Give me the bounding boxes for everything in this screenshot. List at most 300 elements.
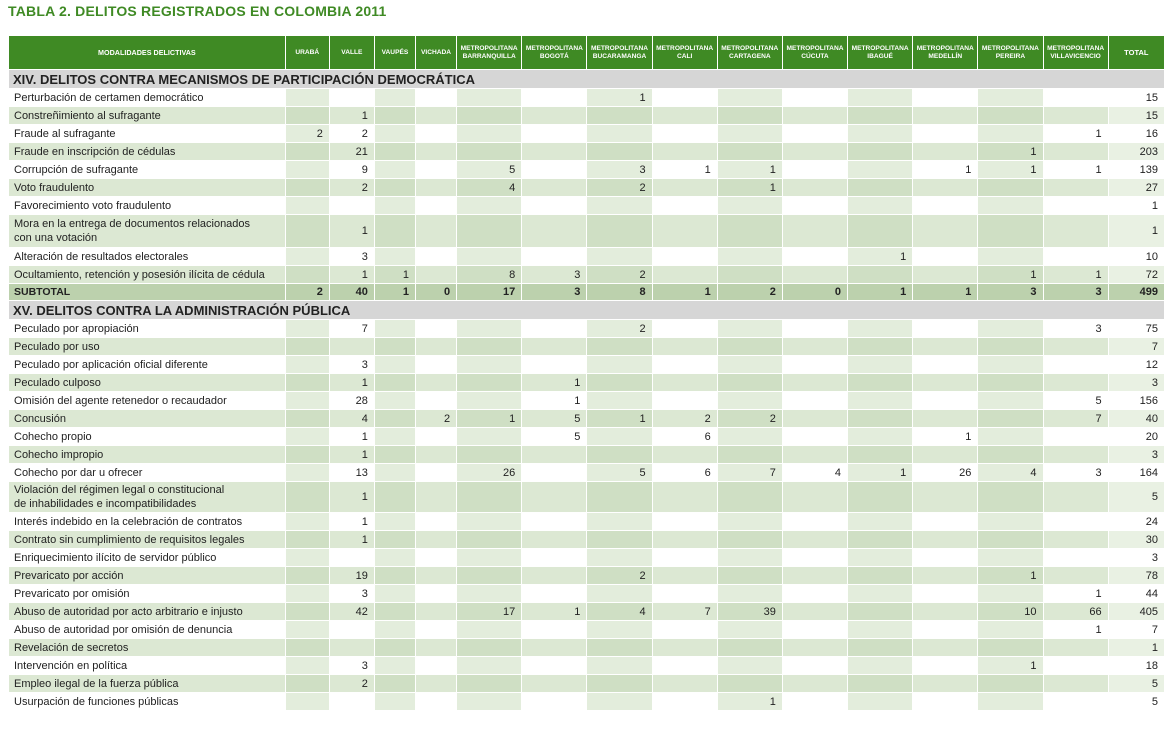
value-cell	[782, 125, 847, 143]
row-label	[9, 107, 286, 125]
total-cell: 15	[1108, 89, 1164, 107]
section-title: XIV. DELITOS CONTRA MECANISMOS DE PARTICIPACIÓN DEMOCRÁTICA	[9, 70, 1165, 89]
value-cell: 40	[329, 284, 374, 301]
value-cell: 1	[913, 161, 978, 179]
value-cell	[416, 392, 457, 410]
value-cell	[782, 428, 847, 446]
value-cell: 1	[717, 179, 782, 197]
value-cell: 0	[782, 284, 847, 301]
row-label-text: Ocultamiento, retención y posesión ilícita de cédula	[14, 268, 265, 281]
table-row	[9, 89, 1165, 107]
value-cell: 1	[978, 266, 1043, 284]
value-cell	[978, 320, 1043, 338]
value-cell	[329, 338, 374, 356]
value-cell	[457, 567, 522, 585]
header-row	[9, 36, 1165, 70]
row-label-text: Constreñimiento al sufragante	[14, 109, 161, 122]
value-cell: 3	[1043, 464, 1108, 482]
value-cell	[285, 410, 329, 428]
value-cell	[1043, 143, 1108, 161]
column-header-modalidades: MODALIDADES DELICTIVAS	[9, 36, 286, 70]
value-cell	[587, 338, 652, 356]
total-cell: 499	[1108, 284, 1164, 301]
total-cell: 30	[1108, 531, 1164, 549]
value-cell	[374, 107, 415, 125]
value-cell	[913, 320, 978, 338]
value-cell	[848, 89, 913, 107]
value-cell	[416, 446, 457, 464]
value-cell: 5	[587, 464, 652, 482]
value-cell: 4	[782, 464, 847, 482]
value-cell	[782, 392, 847, 410]
table-row	[9, 482, 1165, 513]
value-cell	[652, 266, 717, 284]
value-cell	[782, 482, 847, 513]
row-label	[9, 675, 286, 693]
value-cell	[522, 89, 587, 107]
total-cell: 5	[1108, 693, 1164, 711]
value-cell	[374, 428, 415, 446]
value-cell	[457, 531, 522, 549]
value-cell	[329, 549, 374, 567]
value-cell	[848, 392, 913, 410]
value-cell	[374, 179, 415, 197]
value-cell	[285, 161, 329, 179]
value-cell	[1043, 639, 1108, 657]
value-cell: 2	[416, 410, 457, 428]
column-header: METROPOLITANA IBAGUÉ	[848, 36, 913, 70]
value-cell	[717, 338, 782, 356]
value-cell: 2	[652, 410, 717, 428]
value-cell	[285, 320, 329, 338]
value-cell	[374, 585, 415, 603]
value-cell: 3	[329, 585, 374, 603]
value-cell	[285, 549, 329, 567]
value-cell	[717, 621, 782, 639]
total-cell: 40	[1108, 410, 1164, 428]
row-label-text: Favorecimiento voto fraudulento	[14, 199, 172, 212]
table-row	[9, 215, 1165, 248]
total-cell: 203	[1108, 143, 1164, 161]
row-label	[9, 603, 286, 621]
value-cell	[457, 89, 522, 107]
value-cell	[1043, 107, 1108, 125]
column-header: METROPOLITANA BARRANQUILLA	[457, 36, 522, 70]
value-cell: 6	[652, 464, 717, 482]
value-cell	[587, 107, 652, 125]
value-cell	[848, 107, 913, 125]
value-cell: 5	[522, 428, 587, 446]
value-cell	[782, 179, 847, 197]
value-cell	[782, 603, 847, 621]
value-cell	[1043, 693, 1108, 711]
value-cell: 1	[329, 513, 374, 531]
value-cell	[978, 621, 1043, 639]
value-cell	[374, 531, 415, 549]
value-cell	[652, 338, 717, 356]
value-cell	[285, 567, 329, 585]
value-cell	[848, 410, 913, 428]
value-cell	[374, 657, 415, 675]
value-cell	[522, 482, 587, 513]
total-cell: 27	[1108, 179, 1164, 197]
value-cell	[457, 585, 522, 603]
value-cell	[416, 248, 457, 266]
value-cell	[978, 89, 1043, 107]
value-cell	[522, 657, 587, 675]
value-cell	[457, 675, 522, 693]
value-cell	[978, 482, 1043, 513]
value-cell	[457, 446, 522, 464]
row-label-text: Revelación de secretos	[14, 641, 129, 654]
value-cell	[416, 320, 457, 338]
value-cell: 0	[416, 284, 457, 301]
section-title: XV. DELITOS CONTRA LA ADMINISTRACIÓN PÚBLICA	[9, 301, 1165, 320]
value-cell	[652, 143, 717, 161]
value-cell	[913, 693, 978, 711]
row-label-text-2: de inhabilidades e incompatibilidades	[14, 498, 197, 510]
value-cell: 1	[848, 248, 913, 266]
value-cell	[416, 621, 457, 639]
value-cell	[913, 410, 978, 428]
value-cell	[285, 107, 329, 125]
value-cell	[587, 621, 652, 639]
row-label-text: Cohecho propio	[14, 430, 92, 443]
total-cell: 7	[1108, 338, 1164, 356]
value-cell	[285, 428, 329, 446]
value-cell	[978, 675, 1043, 693]
value-cell	[717, 89, 782, 107]
table-row	[9, 464, 1165, 482]
table-row	[9, 621, 1165, 639]
row-label	[9, 143, 286, 161]
value-cell: 2	[587, 320, 652, 338]
value-cell	[285, 356, 329, 374]
value-cell: 1	[587, 89, 652, 107]
value-cell	[913, 356, 978, 374]
row-label-text: SUBTOTAL	[14, 286, 71, 298]
value-cell	[416, 464, 457, 482]
value-cell	[374, 338, 415, 356]
value-cell	[782, 248, 847, 266]
row-label-text: Usurpación de funciones públicas	[14, 695, 179, 708]
row-label	[9, 197, 286, 215]
value-cell	[416, 428, 457, 446]
value-cell	[374, 374, 415, 392]
value-cell	[374, 603, 415, 621]
value-cell	[416, 374, 457, 392]
value-cell	[652, 639, 717, 657]
row-label	[9, 392, 286, 410]
value-cell	[457, 143, 522, 161]
value-cell	[978, 693, 1043, 711]
value-cell: 17	[457, 603, 522, 621]
total-cell: 3	[1108, 374, 1164, 392]
value-cell: 7	[652, 603, 717, 621]
value-cell	[374, 89, 415, 107]
value-cell	[285, 392, 329, 410]
value-cell	[978, 410, 1043, 428]
total-cell: 15	[1108, 107, 1164, 125]
value-cell: 2	[285, 125, 329, 143]
table-row	[9, 428, 1165, 446]
value-cell: 2	[717, 284, 782, 301]
table-row	[9, 392, 1165, 410]
value-cell	[1043, 567, 1108, 585]
value-cell: 1	[978, 657, 1043, 675]
table-row	[9, 197, 1165, 215]
value-cell	[848, 603, 913, 621]
value-cell	[285, 179, 329, 197]
value-cell	[329, 89, 374, 107]
value-cell	[285, 639, 329, 657]
value-cell	[782, 266, 847, 284]
value-cell	[652, 585, 717, 603]
value-cell: 17	[457, 284, 522, 301]
value-cell: 3	[587, 161, 652, 179]
table-row	[9, 693, 1165, 711]
row-label	[9, 338, 286, 356]
value-cell	[717, 266, 782, 284]
value-cell	[416, 567, 457, 585]
row-label	[9, 179, 286, 197]
value-cell: 1	[978, 567, 1043, 585]
value-cell: 2	[329, 125, 374, 143]
value-cell: 3	[329, 248, 374, 266]
total-cell: 5	[1108, 675, 1164, 693]
value-cell	[717, 320, 782, 338]
table-row	[9, 639, 1165, 657]
value-cell: 4	[329, 410, 374, 428]
value-cell: 42	[329, 603, 374, 621]
value-cell	[416, 603, 457, 621]
value-cell	[416, 513, 457, 531]
value-cell	[848, 585, 913, 603]
value-cell: 1	[1043, 161, 1108, 179]
value-cell: 1	[652, 161, 717, 179]
value-cell	[652, 125, 717, 143]
value-cell	[285, 531, 329, 549]
value-cell: 1	[1043, 266, 1108, 284]
column-header: VICHADA	[416, 36, 457, 70]
value-cell: 8	[457, 266, 522, 284]
value-cell	[913, 125, 978, 143]
value-cell: 1	[329, 215, 374, 248]
table-row	[9, 567, 1165, 585]
value-cell: 3	[522, 284, 587, 301]
value-cell	[1043, 446, 1108, 464]
value-cell	[717, 143, 782, 161]
value-cell	[782, 197, 847, 215]
value-cell	[587, 215, 652, 248]
value-cell: 3	[1043, 284, 1108, 301]
value-cell	[782, 549, 847, 567]
total-cell: 139	[1108, 161, 1164, 179]
value-cell	[913, 179, 978, 197]
value-cell	[978, 549, 1043, 567]
value-cell	[717, 197, 782, 215]
row-label-text: Peculado por uso	[14, 340, 100, 353]
value-cell	[913, 621, 978, 639]
column-header: METROPOLITANA BOGOTÁ	[522, 36, 587, 70]
row-label-text: Perturbación de certamen democrático	[14, 91, 204, 104]
value-cell	[522, 356, 587, 374]
value-cell	[587, 585, 652, 603]
value-cell	[285, 464, 329, 482]
value-cell	[457, 248, 522, 266]
value-cell	[457, 107, 522, 125]
column-header: METROPOLITANA PEREIRA	[978, 36, 1043, 70]
total-cell: 12	[1108, 356, 1164, 374]
value-cell	[416, 675, 457, 693]
value-cell	[717, 513, 782, 531]
value-cell	[1043, 338, 1108, 356]
value-cell	[374, 639, 415, 657]
value-cell: 28	[329, 392, 374, 410]
value-cell	[782, 639, 847, 657]
column-header-total: TOTAL	[1108, 36, 1164, 70]
table-row	[9, 356, 1165, 374]
value-cell	[522, 320, 587, 338]
value-cell	[978, 248, 1043, 266]
value-cell	[285, 143, 329, 161]
value-cell	[587, 356, 652, 374]
value-cell	[652, 482, 717, 513]
value-cell	[1043, 675, 1108, 693]
table-row	[9, 446, 1165, 464]
value-cell: 4	[587, 603, 652, 621]
value-cell	[522, 567, 587, 585]
value-cell	[848, 374, 913, 392]
value-cell	[587, 428, 652, 446]
value-cell	[374, 549, 415, 567]
value-cell	[374, 356, 415, 374]
row-label	[9, 639, 286, 657]
value-cell	[1043, 374, 1108, 392]
row-label	[9, 125, 286, 143]
value-cell	[457, 125, 522, 143]
value-cell: 4	[978, 464, 1043, 482]
value-cell	[782, 320, 847, 338]
value-cell: 39	[717, 603, 782, 621]
value-cell	[913, 215, 978, 248]
value-cell	[1043, 482, 1108, 513]
value-cell	[652, 179, 717, 197]
value-cell	[848, 657, 913, 675]
value-cell: 1	[717, 693, 782, 711]
value-cell	[913, 446, 978, 464]
value-cell	[913, 338, 978, 356]
table-row	[9, 657, 1165, 675]
value-cell: 10	[978, 603, 1043, 621]
value-cell	[848, 266, 913, 284]
value-cell	[782, 89, 847, 107]
row-label-text: Fraude en inscripción de cédulas	[14, 145, 176, 158]
value-cell	[374, 248, 415, 266]
value-cell	[329, 693, 374, 711]
value-cell	[587, 143, 652, 161]
row-label-text: Contrato sin cumplimiento de requisitos legales	[14, 533, 245, 546]
value-cell: 26	[913, 464, 978, 482]
column-header: METROPOLITANA VILLAVICENCIO	[1043, 36, 1108, 70]
total-cell: 164	[1108, 464, 1164, 482]
value-cell	[717, 392, 782, 410]
table-body	[9, 70, 1165, 711]
row-label-text: Empleo ilegal de la fuerza pública	[14, 677, 179, 690]
value-cell: 1	[913, 428, 978, 446]
row-label	[9, 567, 286, 585]
value-cell: 5	[522, 410, 587, 428]
value-cell	[848, 197, 913, 215]
section-header-row	[9, 70, 1165, 89]
value-cell	[652, 107, 717, 125]
value-cell	[457, 693, 522, 711]
value-cell	[285, 248, 329, 266]
value-cell	[652, 621, 717, 639]
value-cell	[848, 215, 913, 248]
row-label	[9, 248, 286, 266]
value-cell: 1	[522, 392, 587, 410]
table-row	[9, 410, 1165, 428]
value-cell	[416, 639, 457, 657]
table-row	[9, 143, 1165, 161]
total-cell: 1	[1108, 197, 1164, 215]
value-cell: 1	[1043, 585, 1108, 603]
row-label	[9, 428, 286, 446]
total-cell: 3	[1108, 549, 1164, 567]
value-cell	[913, 549, 978, 567]
value-cell: 1	[978, 143, 1043, 161]
value-cell: 1	[329, 446, 374, 464]
value-cell	[978, 215, 1043, 248]
column-header: METROPOLITANA CÚCUTA	[782, 36, 847, 70]
value-cell	[717, 215, 782, 248]
total-cell: 24	[1108, 513, 1164, 531]
value-cell	[285, 446, 329, 464]
value-cell	[913, 482, 978, 513]
value-cell	[913, 531, 978, 549]
value-cell	[457, 549, 522, 567]
value-cell	[416, 585, 457, 603]
total-cell: 18	[1108, 657, 1164, 675]
row-label	[9, 89, 286, 107]
value-cell: 4	[457, 179, 522, 197]
value-cell	[652, 531, 717, 549]
value-cell: 2	[717, 410, 782, 428]
row-label-text: Abuso de autoridad por omisión de denuncia	[14, 623, 233, 636]
value-cell	[848, 338, 913, 356]
row-label-text: Voto fraudulento	[14, 181, 95, 194]
value-cell	[285, 482, 329, 513]
value-cell	[782, 215, 847, 248]
subtotal-row	[9, 284, 1165, 301]
value-cell	[848, 161, 913, 179]
section-header-row	[9, 301, 1165, 320]
row-label-text: Omisión del agente retenedor o recaudador	[14, 394, 227, 407]
row-label-text: Enriquecimiento ilícito de servidor público	[14, 551, 217, 564]
table-number: TABLA 2.	[8, 3, 72, 19]
value-cell	[522, 531, 587, 549]
value-cell	[652, 374, 717, 392]
row-label	[9, 531, 286, 549]
value-cell: 1	[329, 374, 374, 392]
value-cell	[717, 125, 782, 143]
total-cell: 10	[1108, 248, 1164, 266]
value-cell	[717, 248, 782, 266]
value-cell	[913, 392, 978, 410]
value-cell	[782, 693, 847, 711]
value-cell	[1043, 549, 1108, 567]
